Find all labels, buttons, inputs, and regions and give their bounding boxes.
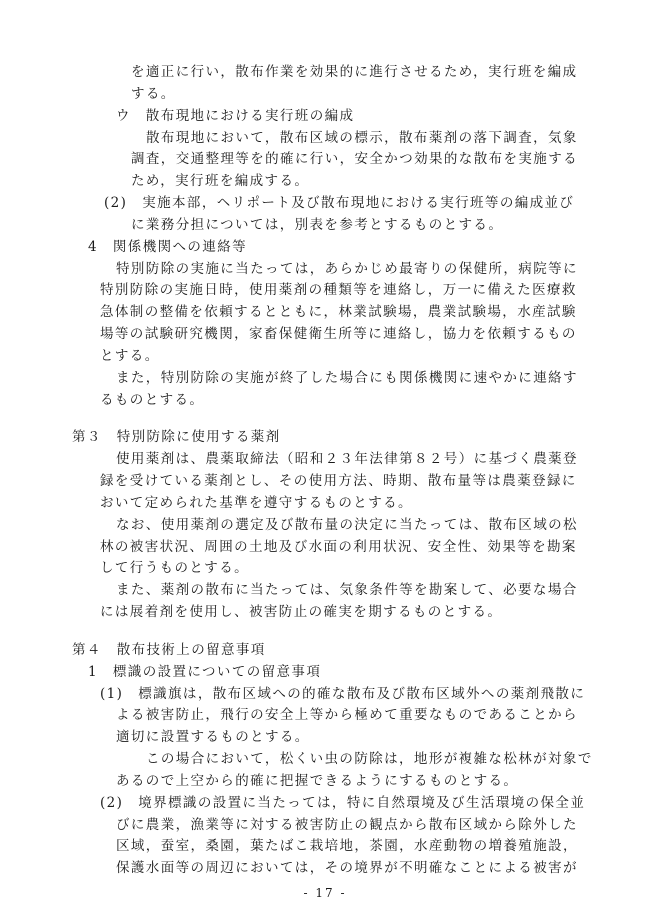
section-heading: 4 関係機関への連絡等 xyxy=(88,238,247,255)
chapter-heading: 第３ 特別防除に使用する薬剤 xyxy=(72,429,281,446)
text-line: (2) 境界標識の設置に当たっては，特に自然環境及び生活環境の保全並 xyxy=(100,794,586,811)
text-line: (1) 標識旗は，散布区域への的確な散布及び散布区域外への薬剤飛散に xyxy=(100,685,586,702)
text-line: びに農業，漁業等に対する被害防止の観点から散布区域から除外した xyxy=(116,816,578,833)
text-line: 区域，蚕室，桑園，葉たばこ栽培地，茶園，水産動物の増養殖施設， xyxy=(116,838,578,855)
text-line: して行うものとする。 xyxy=(100,560,249,577)
text-line: に業務分担については，別表を参考とするものとする。 xyxy=(131,216,504,233)
text-line: (2) 実施本部，ヘリポート及び散布現地における実行班等の編成並び xyxy=(104,195,575,211)
chapter-heading: 第４ 散布技術上の留意事項 xyxy=(72,641,266,658)
text-line: 特別防除の実施に当たっては，あらかじめ最寄りの保健所，病院等に xyxy=(116,260,578,277)
text-line: とする。 xyxy=(100,347,160,364)
text-line: あるので上空から的確に把握できるようにするものとする。 xyxy=(116,772,519,789)
text-line: よる被害防止，飛行の安全上等から極めて重要なものであることから xyxy=(116,707,578,724)
section-heading: ウ 散布現地における実行班の編成 xyxy=(116,107,355,124)
text-line: 録を受けている薬剤とし、その使用方法、時期、散布量等は農薬登録に xyxy=(100,473,577,489)
page-number: - 17 - xyxy=(303,886,347,900)
text-line: この場合において，松くい虫の防除は，地形が複雑な松林が対象で xyxy=(146,751,593,767)
text-line: 散布現地において，散布区域の標示，散布薬剤の落下調査，気象 xyxy=(146,129,578,146)
text-line: には展着剤を使用し、被害防止の確実を期するものとする。 xyxy=(100,604,503,620)
text-line: また，特別防除の実施が終了した場合にも関係機関に速やかに連絡す xyxy=(116,369,578,386)
text-line: おいて定められた基準を遵守するものとする。 xyxy=(100,494,413,511)
text-line: 場等の試験研究機関，家畜保健衛生所等に連絡し，協力を依頼するもの xyxy=(100,326,577,342)
text-line: 林の被害状況、周囲の土地及び水面の利用状況、安全性、効果等を勘案 xyxy=(100,538,577,555)
text-line: 使用薬剤は、農薬取締法（昭和２３年法律第８２号）に基づく農薬登 xyxy=(116,451,578,468)
text-line: ため，実行班を編成する。 xyxy=(131,173,310,190)
section-heading: 1 標識の設置についての留意事項 xyxy=(88,663,322,680)
text-line: 特別防除の実施日時，使用薬剤の種類等を連絡し，万一に備えた医療救 xyxy=(100,282,577,299)
text-line: 保護水面等の周辺においては，その境界が不明確なことによる被害が xyxy=(116,860,578,877)
text-line: 調査，交通整理等を的確に行い，安全かつ効果的な散布を実施する xyxy=(131,151,578,168)
text-line: また、薬剤の散布に当たっては、気象条件等を勘案して、必要な場合 xyxy=(116,582,578,599)
text-line: なお、使用薬剤の選定及び散布量の決定に当たっては、散布区域の松 xyxy=(116,516,578,533)
text-line: する。 xyxy=(131,85,176,102)
text-line: を適正に行い，散布作業を効果的に進行させるため，実行班を編成 xyxy=(131,64,578,80)
text-line: 適切に設置するものとする。 xyxy=(116,729,310,746)
text-line: るものとする。 xyxy=(100,391,205,408)
text-line: 急体制の整備を依頼するとともに，林業試験場，農業試験場，水産試験 xyxy=(100,304,577,321)
